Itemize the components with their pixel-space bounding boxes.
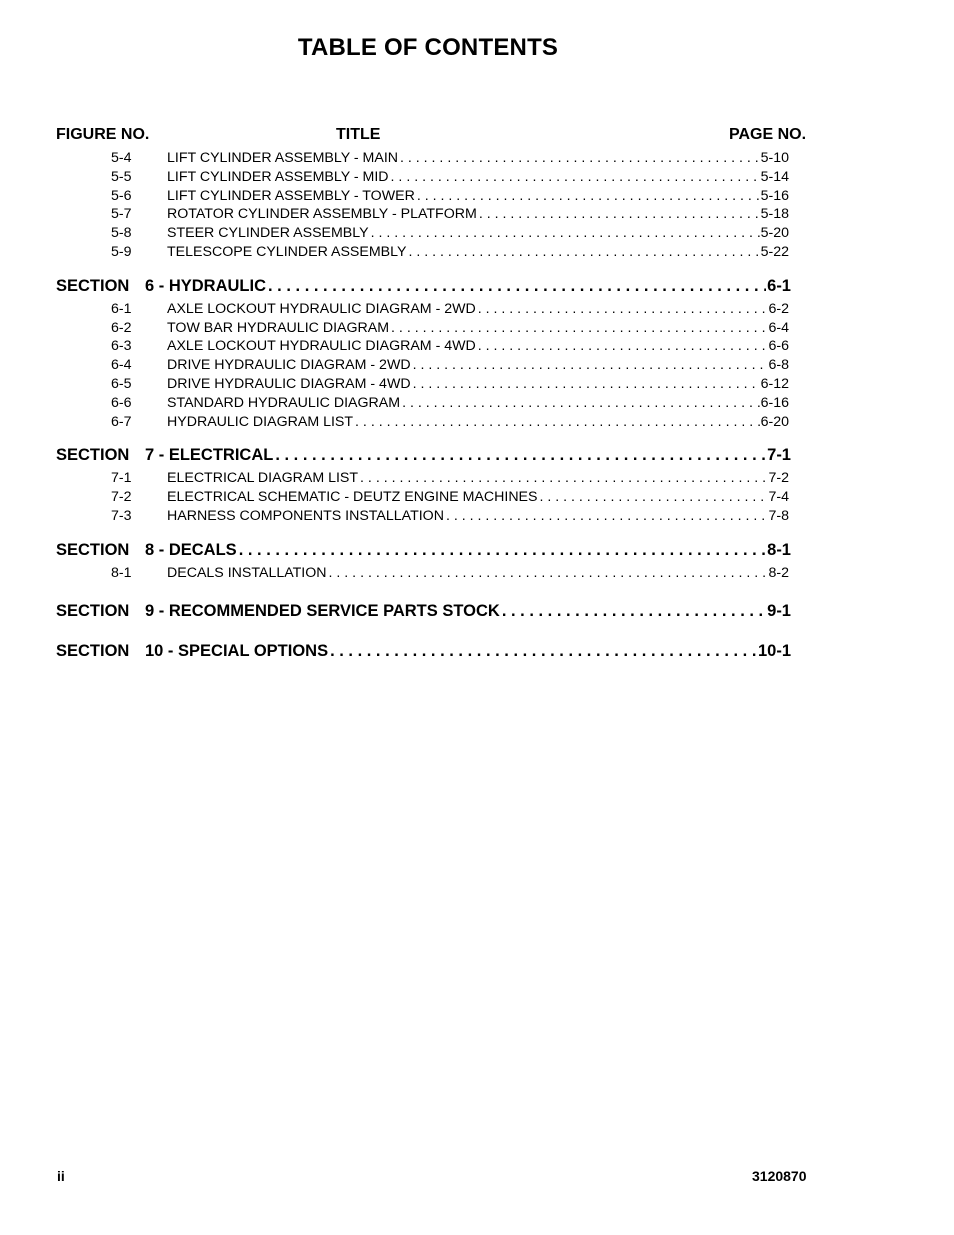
figure-number: 7-2 (111, 489, 132, 506)
section-label: SECTION (56, 641, 130, 660)
entry-title: DRIVE HYDRAULIC DIAGRAM - 4WD (167, 375, 411, 392)
figure-number: 6-2 (111, 319, 132, 336)
entry-line (167, 168, 789, 187)
entry-title: DRIVE HYDRAULIC DIAGRAM - 2WD (167, 357, 411, 374)
entry-title: LIFT CYLINDER ASSEMBLY - MID (167, 168, 389, 185)
figure-number: 5-5 (111, 168, 132, 185)
entry-line (167, 564, 789, 583)
section-page: 7-1 (767, 446, 791, 465)
entry-line (167, 488, 789, 507)
toc-entry[interactable] (0, 187, 954, 206)
section-title: 6 - HYDRAULIC (145, 276, 267, 295)
page-title: TABLE OF CONTENTS (297, 34, 559, 61)
toc-entry[interactable] (0, 375, 954, 394)
entry-page: 5-14 (760, 168, 789, 185)
entry-line (167, 319, 789, 338)
entry-line (167, 356, 789, 375)
toc-section[interactable] (0, 639, 954, 663)
dot-leader (502, 599, 766, 623)
section-page: 6-1 (767, 276, 791, 295)
dot-leader (400, 149, 760, 168)
section-page: 10-1 (757, 641, 791, 660)
dot-leader (330, 639, 757, 663)
dot-leader (391, 319, 767, 338)
dot-leader (268, 274, 766, 298)
entry-page: 7-2 (768, 470, 789, 487)
figure-no-header: FIGURE NO. (56, 126, 150, 143)
section-label: SECTION (56, 446, 130, 465)
dot-leader (391, 168, 760, 187)
section-page: 8-1 (767, 540, 791, 559)
figure-number: 6-7 (111, 413, 132, 430)
figure-number: 6-3 (111, 338, 132, 355)
dot-leader (478, 337, 768, 356)
column-headers (0, 126, 954, 146)
entry-title: AXLE LOCKOUT HYDRAULIC DIAGRAM - 2WD (167, 300, 476, 317)
toc-entry[interactable] (0, 488, 954, 507)
entry-line (167, 375, 789, 394)
toc-entry[interactable] (0, 413, 954, 432)
entry-page: 7-8 (768, 507, 789, 524)
toc-entry[interactable] (0, 149, 954, 168)
entry-page: 5-10 (760, 150, 789, 166)
entry-page: 6-4 (768, 319, 789, 336)
dot-leader (540, 488, 768, 507)
figure-number: 6-6 (111, 394, 132, 411)
section-line (145, 443, 791, 467)
section-label: SECTION (56, 540, 130, 559)
dot-leader (329, 564, 768, 583)
dot-leader (446, 507, 768, 526)
section-line (145, 538, 791, 562)
figure-number: 7-1 (111, 470, 132, 487)
entry-line (167, 149, 789, 168)
dot-leader (413, 356, 768, 375)
dot-leader (408, 243, 759, 262)
dot-leader (275, 443, 766, 467)
toc-entry[interactable] (0, 507, 954, 526)
entry-page: 5-16 (760, 187, 789, 204)
entry-title: ELECTRICAL SCHEMATIC - DEUTZ ENGINE MACHINES (167, 489, 538, 506)
figure-number: 5-8 (111, 225, 132, 242)
dot-leader (402, 394, 760, 413)
dot-leader (355, 413, 760, 432)
figure-number: 6-5 (111, 375, 132, 392)
entry-line (167, 469, 789, 488)
section-line (145, 599, 791, 623)
toc-entry[interactable] (0, 205, 954, 224)
figure-number: 5-6 (111, 187, 132, 204)
figure-number: 6-4 (111, 357, 132, 374)
entry-title: TELESCOPE CYLINDER ASSEMBLY (167, 243, 407, 260)
title-header: TITLE (336, 126, 381, 143)
section-page: 9-1 (767, 601, 791, 620)
toc-section[interactable] (0, 538, 954, 562)
entry-title: LIFT CYLINDER ASSEMBLY - MAIN (167, 150, 399, 166)
entry-title: HARNESS COMPONENTS INSTALLATION (167, 507, 444, 524)
entry-line (167, 205, 789, 224)
section-title: 9 - RECOMMENDED SERVICE PARTS STOCK (145, 601, 500, 620)
figure-number: 8-1 (111, 564, 132, 581)
entry-page: 6-2 (768, 300, 789, 317)
figure-number: 5-7 (111, 206, 132, 223)
section-title: 8 - DECALS (145, 540, 237, 559)
toc-entry[interactable] (0, 394, 954, 413)
entry-title: AXLE LOCKOUT HYDRAULIC DIAGRAM - 4WD (167, 338, 476, 355)
toc-entry[interactable] (0, 224, 954, 243)
dot-leader (479, 205, 760, 224)
entry-page: 6-16 (760, 394, 789, 411)
entry-title: STANDARD HYDRAULIC DIAGRAM (167, 394, 401, 411)
toc-section[interactable] (0, 274, 954, 298)
entry-title: ELECTRICAL DIAGRAM LIST (167, 470, 359, 487)
toc-entry[interactable] (0, 564, 954, 583)
figure-number: 7-3 (111, 507, 132, 524)
entry-line (167, 224, 789, 243)
entry-page: 8-2 (768, 564, 789, 581)
toc-entry[interactable] (0, 243, 954, 262)
toc-entry[interactable] (0, 356, 954, 375)
footer-page-number: ii (57, 1168, 65, 1184)
section-title: 10 - SPECIAL OPTIONS (145, 641, 329, 660)
toc-entry[interactable] (0, 168, 954, 187)
entry-page: 5-22 (760, 243, 789, 260)
toc-entry[interactable] (0, 300, 954, 319)
page-no-header: PAGE NO. (729, 126, 807, 143)
dot-leader (239, 538, 766, 562)
section-label: SECTION (56, 601, 130, 620)
footer-doc-number: 3120870 (752, 1168, 807, 1184)
section-title: 7 - ELECTRICAL (145, 446, 274, 465)
entry-line (167, 394, 789, 413)
dot-leader (417, 187, 760, 206)
section-line (145, 274, 791, 298)
entry-line (167, 413, 789, 432)
toc-entry[interactable] (0, 469, 954, 488)
entry-title: DECALS INSTALLATION (167, 564, 327, 581)
entry-page: 6-20 (760, 413, 789, 430)
entry-page: 5-18 (760, 206, 789, 223)
toc-list (0, 149, 954, 665)
entry-line (167, 243, 789, 262)
toc-section[interactable] (0, 443, 954, 467)
entry-page: 6-6 (768, 338, 789, 355)
figure-number: 6-1 (111, 300, 132, 317)
entry-line (167, 187, 789, 206)
toc-entry[interactable] (0, 337, 954, 356)
entry-page: 6-12 (760, 375, 789, 392)
toc-section[interactable] (0, 599, 954, 623)
dot-leader (371, 224, 760, 243)
toc-entry[interactable] (0, 319, 954, 338)
section-line (145, 639, 791, 663)
entry-line (167, 337, 789, 356)
entry-page: 5-20 (760, 225, 789, 242)
dot-leader (360, 469, 767, 488)
entry-page: 7-4 (768, 489, 789, 506)
dot-leader (478, 300, 768, 319)
entry-title: TOW BAR HYDRAULIC DIAGRAM (167, 319, 390, 336)
entry-line (167, 507, 789, 526)
figure-number: 5-9 (111, 243, 132, 260)
entry-line (167, 300, 789, 319)
section-label: SECTION (56, 276, 130, 295)
entry-title: STEER CYLINDER ASSEMBLY (167, 225, 369, 242)
entry-title: ROTATOR CYLINDER ASSEMBLY - PLATFORM (167, 206, 477, 223)
figure-number: 5-4 (111, 150, 132, 166)
entry-title: HYDRAULIC DIAGRAM LIST (167, 413, 354, 430)
dot-leader (413, 375, 760, 394)
entry-page: 6-8 (768, 357, 789, 374)
entry-title: LIFT CYLINDER ASSEMBLY - TOWER (167, 187, 415, 204)
